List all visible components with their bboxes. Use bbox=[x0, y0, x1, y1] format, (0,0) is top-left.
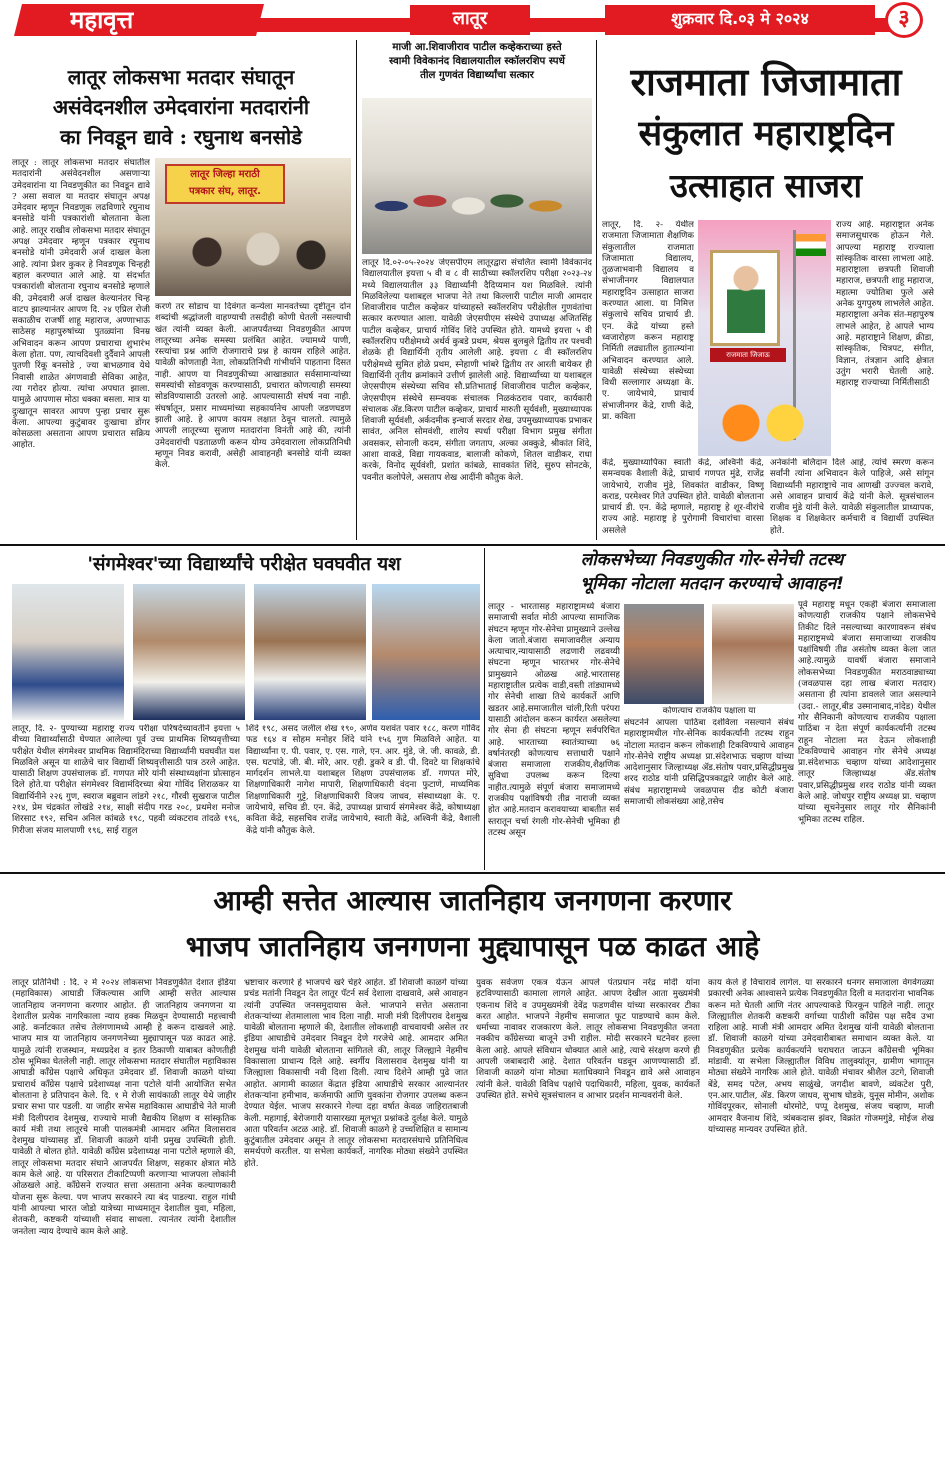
divider-vertical-2 bbox=[596, 40, 597, 540]
masthead bbox=[0, 0, 945, 40]
story4-headline: 'संगमेश्वर'च्या विद्यार्थ्यांचे परीक्षेत घवघवीत यश bbox=[87, 554, 401, 575]
story2-headline bbox=[360, 40, 594, 96]
story1-headline bbox=[6, 62, 356, 154]
story3-photo bbox=[698, 220, 831, 456]
press-banner bbox=[165, 164, 285, 204]
story1-body-right: करणे तर सोडाच या दिवंगत कन्येला मानवतेच्या दृष्टीतून दोन शब्दांची श्रद्धांजली वाहण्याची तसदीही कोणी घेतली नसल्याची खंत त्यांनी व्यक्त केली. आजपर्यंतच्या निवडणुकीत आपण लातूरच्या अनेक समस्या प्रलंबित आहेत. ज्यामध्ये पाणी, रस्त्यांचा प्रश्न आणि रोजगाराचे प्रश्न हे कायम राहिले आहेत. यावेळी कोणताही नेता, लोकप्रतिनिधी गांभीर्याने पाहताना दिसत नाही. आपण या निवडणुकीच्या आखाड्यात सर्वसामान्यांच्या समस्यांची सोडवणूक करण्यासाठी, प्रचारात कोणत्याही समस्या सोडविण्यासाठी उतरलो आहे. आपल्यासाठी संघर्ष नवा नाही. संघर्षातून, प्रसार माध्यमांच्या सहकार्यानेच आपली जडणघडण झाली आहे. हे आपण कायम लक्षात ठेवून चालतो. त्यामुळे आपली लातूरच्या सुजाण मतदारांना विनंती आहे की, त्यांनी उमेदवारांची पडताळणी करून योग्य उमेदवाराला लोकप्रतिनिधी म्हणून निवड करावी, असेही आवाहनही बनसोडे यांनी व्यक्त केले. bbox=[155, 302, 351, 471]
story1-headline-line2: असंवेदनशील उमेदवारांना मतदारांनी bbox=[52, 95, 310, 119]
story2-headline-line3: तील गुणवंत विद्यार्थ्यांचा सत्कार bbox=[420, 69, 534, 81]
story4-body-right: शिंदे १९८, असद जलील शेख १९०, अर्णव यशवंत पवार १८८, करण गोविंद फड १६४ व सोहम मनोहर शिंदे यांने १५६ गुण मिळविले आहेत. या विद्यार्थ्यांना ए. पी. पवार, ए. एस. गाले, एन. आर. मुंडे, जे. जी. कावळे, डी. एस. घटपांडे, जी. बी. मोरे, आर. एही. डुकरे व डी. पी. दिवटे या शिक्षकांचे मार्गदर्शन लाभले.या यशाबद्दल शिक्षण उपसंचालक डॉ. गणपत मोरे, शिक्षणाधिकारी नागेश मापारी, शिक्षणाधिकारी वंदना फुटाणे, माध्यमिक शिक्षणाधिकारी गुट्टे, शिक्षणाधिकारी विजय जाधव, संस्थाध्यक्षा के. ए. जायेभाये, सचिव डी. एन. केंद्रे, उपाध्यक्ष प्राचार्य संगमेश्वर केंद्रे, कोषाध्यक्षा कविता केंद्रे, सहसचिव राजेंद्र जायेभाये, स्वाती केंद्रे, अश्विनी केंद्रे, वैशाली केंद्रे यांनी कौतुक केले. bbox=[246, 724, 480, 836]
story3-headline-line3: उत्साहात साजरा bbox=[669, 166, 863, 205]
story4-body-left: लातूर, दि. २- पुण्याच्या महाराष्ट्र राज्य परीक्षा परिषदेच्यावतीने इयत्ता ५ वीच्या विद्यार्थ्यांसाठी घेण्यात आलेल्या पूर्व उच्च प्राथमिक शिष्यवृत्तीच्या परीक्षेत येथील संगमेश्वर प्राथमिक विद्यामंदिराच्या विद्यार्थ्यांनी घवघवीत यश मिळविले असून या शाळेचे चार विद्यार्थी शिष्यवृत्तीसाठी पात्र ठरले आहेत. यासाठी शिक्षण उपसंचालक डॉ. गणपत मोरे यांनी संस्थाध्यक्षांना प्रोत्साहन दिले होते.या परीक्षेत संगमेश्वर विद्यामंदिरच्या श्रेया गोविंद शिराळकर या विद्यार्थिनीने २२६ गुण, स्वराज बब्रुवान लांडगे २१८, गौरवी सुखराज पाटील २१४, प्रेम चंद्रकांत लोखंडे २१४, साक्षी संदीप गरड २०८, प्रथमेश मनोज शिरसाट १९२, सचिन अनिल कांबळे १९८, पहवी व्यंकटराव तांदळे १९६, गिरीजा संजय मालपाणी १९६, साई राहुल bbox=[12, 724, 240, 836]
story5-headline bbox=[488, 548, 936, 598]
student-photo-1 bbox=[12, 584, 124, 720]
gorsena-photo-1 bbox=[624, 604, 704, 704]
story6-headline-line1: आम्ही सत्तेत आल्यास जातनिहाय जनगणना करणार bbox=[213, 884, 732, 917]
story6-headline-line2: भाजप जातनिहाय जनगणना मुद्द्यापासून पळ काढत आहे bbox=[185, 930, 760, 963]
page-number: ३ bbox=[898, 6, 910, 31]
divider-horizontal-2 bbox=[0, 872, 945, 874]
flag bbox=[796, 234, 826, 256]
divider-vertical-1 bbox=[356, 40, 357, 540]
story3-headline bbox=[598, 56, 934, 216]
masthead-title: महावृत्त bbox=[70, 5, 134, 34]
story5-headline-line1: लोकसभेच्या निवडणुकीत गोर-सेनेची तटस्थ bbox=[580, 550, 844, 570]
student-photo-2 bbox=[133, 584, 245, 720]
student-photo-4 bbox=[372, 584, 480, 720]
portrait-caption: राजमाता जिजाऊ bbox=[710, 348, 786, 362]
story6-col2: भ्रष्टाचार करणारे हे भाजपचे खरे चेहरे आहेत. डॉ शिवाजी काळगे यांच्या प्रचंड मतांनी निवडून देत लातूर पॅटर्न सर्व देशाला दाखवावे, असे आवाहन त्यांनी उपस्थित जनसमुदायास केले. भाजपाने सत्तेत असताना शेतकऱ्यांच्या शेतमालाला भाव दिला नाही. माजी मंत्री दिलीपराव देशमुख यावेळी बोलताना म्हणाले की, देशातील लोकशाही वाचवायची असेल तर इंडिया आघाडीचे उमेदवार निवडून देणे गरजेचे आहे. आमदार अमित देशमुख यांनी यावेळी बोलताना सांगितले की, लातूर जिल्ह्याने नेहमीच विकासाला प्राधान्य दिले आहे. स्वर्गीय विलासराव देशमुख यांनी या जिल्ह्याला विकासाची नवी दिशा दिली. त्याच दिशेने आम्ही पुढे जात आहोत. आगामी काळात केंद्रात इंडिया आघाडीचे सरकार आल्यानंतर शेतकऱ्यांना हमीभाव, कर्जमाफी आणि युवकांना रोजगार उपलब्ध करून देण्यात येईल. भाजप सरकारने गेल्या दहा वर्षात केवळ जाहिरातबाजी केली. महागाई, बेरोजगारी यासारख्या मूलभूत प्रश्नांकडे दुर्लक्ष केले. यामुळे आता परिवर्तन अटळ आहे. डॉ. शिवाजी काळगे हे उच्चशिक्षित व सामान्य कुटुंबातील उमेदवार असून ते लातूर लोकसभा मतदारसंघाचे प्रतिनिधित्व समर्थपणे करतील. या सभेला कार्यकर्ते, नागरिक मोठ्या संख्येने उपस्थित होते. bbox=[244, 978, 468, 1169]
masthead-date: शुक्रवार दि.०३ मे २०२४ bbox=[605, 5, 875, 35]
story2-photo bbox=[362, 98, 592, 254]
story1-headline-line3: का निवडून द्यावे : रघुनाथ बनसोडे bbox=[60, 125, 302, 149]
story3-headline-line1: राजमाता जिजामाता bbox=[630, 59, 902, 104]
story2-photo-crowd bbox=[370, 146, 584, 246]
press-photo-people bbox=[175, 228, 335, 288]
story6-col1: लातूर प्रतिनिधी : दि. २ मे २०२४ लोकसभा निवडणुकीत देशात इंडिया (महाविकास) आघाडी जिंकल्यास आणि आम्ही सत्तेत आल्यास जातनिहाय जनगणना करणार आहोत. ही जातनिहाय जनगणना या देशातील प्रत्येक नागरिकाला न्याय हक्क मिळवून देण्यासाठी महत्त्वाची आहे. कर्नाटकात तसेच तेलंगणामध्ये आम्ही हे करून दाखवले आहे. भाजप मात्र या जातनिहाय जनगणनेच्या मुद्द्यापासून पळ काढत आहे. यामुळे त्यांनी राजस्थान, मध्यप्रदेश व इतर ठिकाणी याबाबत कोणतीही ठोस भूमिका घेतलेली नाही. लातूर लोकसभा मतदार संघातील महाविकास आघाडी काँग्रेस पक्षाचे अधिकृत उमेदवार डॉ. शिवाजी काळगे यांच्या प्रचारार्थ काँग्रेस पक्षाचे प्रदेशाध्यक्ष नाना पटोले यांनी आयोजित सभेत बोलताना हे प्रतिपादन केले. दि. १ मे रोजी सायंकाळी लातूर येथे जाहीर प्रचार सभा पार पडली. या जाहीर सभेस महाविकास आघाडीचे नेते माजी मंत्री दिलीपराव देशमुख, राज्याचे माजी वैद्यकीय शिक्षण व सांस्कृतिक कार्य मंत्री तथा लातूरचे माजी पालकमंत्री आमदार अमित विलासराव देशमुख यांच्यासह डॉ. शिवाजी काळगे यांनी प्रमुख उपस्थिती होती. यावेळी ते बोलत होते. यावेळी काँग्रेस प्रदेशाध्यक्ष नाना पटोले म्हणाले की, लातूर लोकसभा मतदार संघाने आजपर्यंत शिक्षण, सहकार क्षेत्रात मोठे काम केले आहे. या परिसरात टीकाटिप्पणी करणाऱ्या भाजपला लोकांनी ओळखले आहे. काँग्रेसने राज्यात सत्ता असताना अनेक कल्याणकारी योजना सुरू केल्या. पण भाजप सरकारने त्या बंद पाडल्या. राहुल गांधी यांनी आपल्या भारत जोडो यात्रेच्या माध्यमातून देशातील युवा, महिला, शेतकरी, कष्टकरी यांच्याशी संवाद साधला. त्यानंतर त्यांनी देशातील जनतेला न्याय देण्याचे काम केले आहे. bbox=[12, 978, 236, 1237]
story1-headline-line1: लातूर लोकसभा मतदार संघातून bbox=[67, 65, 295, 89]
story6-col3: युवक सर्वजण एकत्र येऊन आपले पंतप्रधान नरेंद्र मोदी यांना हटविण्यासाठी कामाला लागले आहेत. आपण देखील आता मुख्यमंत्री एकनाथ शिंदे व उपमुख्यमंत्री देवेंद्र फडणवीस यांच्या सरकारवर टीका करत आहोत. भाजपने नेहमीच समाजात फूट पाडण्याचे काम केले. धर्माच्या नावावर राजकारण केले. लातूर लोकसभा निवडणुकीत जनता नक्कीच काँग्रेसच्या बाजूने उभी राहील. मोदी सरकारने घटनेवर हल्ला केला आहे. आपले संविधान धोक्यात आले आहे, त्याचे संरक्षण करणे ही आपली जबाबदारी आहे. देशात परिवर्तन घडवून आणण्यासाठी डॉ. शिवाजी काळगे यांना मोठ्या मताधिक्याने निवडून द्यावे असे आवाहन त्यांनी केले. यावेळी विविध पक्षांचे पदाधिकारी, महिला, युवक, कार्यकर्ते उपस्थित होते. सभेचे सूत्रसंचालन व आभार प्रदर्शन मान्यवरांनी केले. bbox=[476, 978, 700, 1101]
story3-body-bottom-right: अनेकांनी बलिदान दिले आहे, त्यांचे स्मरण करून सर्वांनी त्यांना अभिवादन केले पाहिजे, असे सांगून विद्यार्थ्यांनी महाराष्ट्राचे नाव आणखी उज्ज्वल करावे, असे आवाहन प्राचार्य केंद्रे यांनी केले. सूत्रसंचालन राजीव मुंडे यांनी केले. यावेळी संकुलातील प्राध्यापक, शिक्षक व शिक्षकेतर कर्मचारी व विद्यार्थी उपस्थित होते. bbox=[770, 458, 934, 536]
portrait-frame bbox=[710, 250, 780, 346]
story5-body-right: पूर्व महाराष्ट्र मधून एकही बंजारा समाजाला कोणत्याही राजकीय पक्षाने लोकसभेचे तिकीट दिले नसल्याच्या कारणावरून संबंध महाराष्ट्रमध्ये बंजारा समाजाच्या राजकीय पक्षांविषयी तीव्र असंतोष व्यक्त केला जात आहे.त्यामुळे यावर्षी बंजारा समाजाने लोकसभेच्या निवडणुकीत मराठवाड्याच्या (जवळपास दहा लाख बंजारा मतदार) असताना ही त्यांना डावलले जात असल्याने (उदा.- लातूर,बीड उस्मानाबाद,नांदेड) येथील गोर सैनिकानी कोणत्याच राजकीय पक्षाला पाठिंबा न देता संपूर्ण कार्यकर्त्यांनी तटस्थ राहून नोटाला मत देऊन लोकशाही टिकविण्याचे आवाहन गोर सेनेचे अध्यक्ष प्रा.संदेशभाऊ चव्हाण यांच्या आदेशानुसार लातूर जिल्हाध्यक्ष ॲड.संतोष पवार,प्रसिद्धीप्रमुख शरद राठोड यांनी व्यक्त केले आहे. जोधपुर राष्ट्रीय अध्यक्ष प्रा. चव्हाण यांच्या सूचनेनुसार लातूर गोर सैनिकांनी भूमिका तटस्थ राहिल. bbox=[798, 600, 936, 825]
story3-body-bottom-left: केंद्रे, मुख्याध्यापिका स्वाती केंद्रे, अश्विनी केंद्रे, समन्वयक वैशाली केंद्रे, प्राचार्य गणपत मुंढे, राजेंद्र जायेभाये, राजीव मुंडे, शिवकांत वाडीकर, विष्णू कराड, परमेश्वर गिते उपस्थित होते. यावेळी बोलताना प्राचार्य डी. एन. केंद्रे म्हणाले, महाराष्ट्र हे शूर-वीरांचे राज्य आहे. महाराष्ट्र हे पुरोगामी विचारांचा वारसा असलेले bbox=[602, 458, 764, 536]
story2-headline-line2: स्वामी विवेकानंद विद्यालयातील स्कॉलरशिप स्पर्धे bbox=[389, 55, 565, 67]
divider-vertical-3 bbox=[484, 548, 485, 870]
flower-decor bbox=[708, 400, 818, 446]
masthead-section: लातूर bbox=[410, 5, 530, 35]
story3-headline-line2: संकुलात महाराष्ट्रदिन bbox=[638, 113, 894, 154]
story5-photo-caption: कोणत्याच राजकीय पक्षाला या bbox=[662, 706, 756, 716]
story5-headline-line2: भूमिका नोटाला मतदान करण्याचे आवाहन! bbox=[580, 574, 844, 594]
press-banner-line1: लातूर जिल्हा मराठी bbox=[190, 169, 260, 180]
gorsena-photo-2 bbox=[712, 604, 794, 704]
story1-body-left: लातूर : लातूर लोकसभा मतदार संघातील मतदारांनी असंवेदनशील असणाऱ्या उमेदवारांना या निवडणुकीत का निवडून द्यावे ? असा सवाल या मतदार संघातून अपक्ष उमेदवार म्हणून निवडणूक लढविणारे रघुनाथ बनसोडे यांनी पत्रकारांशी बोलताना केला आहे. लातूर राखीव लोकसभा मतदार संघातून अपक्ष उमेदवार म्हणून पत्रकार रघुनाथ बनसोडे यांनी उमेदवारी अर्ज दाखल केला आहे. त्यांना प्रेशर कुकर हे निवडणूक चिन्हही बहाल करण्यात आले आहे. या संदर्भात पत्रकारांशी बोलताना रघुनाथ बनसोडे म्हणाले की, उमेदवारी अर्ज दाखल केल्यानंतर चिन्ह वाटप झाल्यानंतर आपण दि. २४ एप्रिल रोजी सकाळीच राजर्षी शाहू महाराज, अण्णाभाऊ साठेसह महापुरुषांच्या पुतळ्यांना विनम्र अभिवादन करून आपण प्रचाराचा शुभारंभ केला होता. पण, त्याचदिवशी दुर्दैवाने आपली पुतणी रिंकू बनसोडे , ज्या बाभळगाव येथे निवासी शाळेत अंगणवाडी सेविका आहेत, त्या गरोदर होत्या. त्यांचा अपघात झाला. यामुळे आपणास मोठा धक्का बसला. मात्र या दुःखातून सावरत आपण पुन्हा प्रचार सुरू केला. आपल्या कुटुंबावर दुःखाचा डोंगर कोसळला असताना आपण प्रचारात सक्रिय आहोत. bbox=[12, 158, 150, 451]
story3-body-left: लातूर, दि. २- येथील राजमाता जिजामाता शैक्षणिक संकुलातील राजमाता जिजामाता विद्यालय, तुळजाभवानी विद्यालय व संभाजीनगर विद्यालयात महाराष्ट्रदिन उत्साहात साजरा करण्यात आला. या निमित्त संकुलाचे सचिव प्राचार्य डी. एन. केंद्रे यांच्या हस्ते ध्वजारोहण करून महाराष्ट्र निर्मिती लढ्यातील हुतात्म्यांना अभिवादन करण्यात आले. यावेळी संस्थेच्या संस्थेच्या विधी सल्लागार अध्यक्षा के. ए. जायेभाये, प्राचार्य संभाजीनगर केंद्रे, राणी केंद्रे, प्रा. कविता bbox=[602, 220, 694, 423]
story1-photo bbox=[155, 158, 351, 296]
story2-headline-line1: माजी आ.शिवाजीराव पाटील कव्हेकराच्या हस्ते bbox=[392, 41, 562, 53]
story6-headline bbox=[4, 878, 941, 974]
portrait-figure bbox=[727, 263, 765, 333]
story6-col4: काय केले हे विचारावे लागेल. या सरकारने धनगर समाजाला वेगवेगळ्या प्रकारची अनेक आश्वासने प्रत्येक निवडणुकीत दिली व मतदारांना भावनिक करून मते घेतली आणि नंतर आपल्याकडे फिरकून पाहिले नाही. लातूर जिल्ह्यातील शेतकरी कष्टकरी वर्गाच्या पाठीशी काँग्रेस पक्ष सदैव उभा राहिला आहे. माजी मंत्री आमदार अमित देशमुख यांनी यावेळी बोलताना डॉ. शिवाजी काळगे यांच्या उमेदवारीबाबत समाधान व्यक्त केले. या निवडणुकीत प्रत्येक कार्यकर्त्याने घराघरात जाऊन काँग्रेसची भूमिका मांडावी. या सभेला जिल्ह्यातील विविध तालुक्यांतून, ग्रामीण भागातून मोठ्या संख्येने नागरिक आले होते. यावेळी मंचावर श्रीशैल उटगे, शिवाजी बेंडे, समद पटेल, अभय साळुंखे, जगदीश बावणे, व्यंकटेश पुरी, एन.आर.पाटील, ॲड. किरण जाधव, सुभाष घोडके, युनूस मोमीन, अशोक गोविंदपूरकर, सोनाली थोरमोटे, पप्पू देशमुख, संजय चव्हाण, माजी आमदार वैजनाथ शिंदे, त्र्यंबकदास झंवर, विक्रांत गोजमगुंडे, मोईज शेख यांच्यासह मान्यवर उपस्थित होते. bbox=[708, 978, 934, 1135]
story3-body-right: राज्य आहे. महाराष्ट्रात अनेक समाजसुधारक होऊन गेले. आपल्या महाराष्ट्र राज्याला सांस्कृतिक वारसा लाभला आहे. महाराष्ट्राला छत्रपती शिवाजी महाराज, छत्रपती शाहू महाराज, महात्मा ज्योतिबा फुले असे अनेक युगपुरुष लाभलेले आहेत. महाराष्ट्राला अनेक संत-महापुरुष लाभले आहेत, हे आपले भाग्य आहे. महाराष्ट्राने शिक्षण, क्रीडा, सांस्कृतिक, चित्रपट, संगीत, विज्ञान, तंत्रज्ञान आदि क्षेत्रात उतुंग भरारी घेतली आहे. महाराष्ट्र राज्याच्या निर्मितीसाठी bbox=[836, 220, 934, 389]
press-banner-line2: पत्रकार संघ, लातूर. bbox=[189, 186, 261, 197]
divider-horizontal-1 bbox=[0, 544, 945, 546]
student-photo-3 bbox=[254, 584, 366, 720]
story5-body-mid: संघटनेने आपला पाठिंबा दर्शविला नसल्याने संबंध महाराष्ट्रामधील गोर-सेनिक कार्यकर्त्यांनी तटस्थ राहून नोटाला मतदान करून लोकशाही टिकविण्याचे आवाहन गोर-सेनेचे राष्ट्रीय अध्यक्ष प्रा.संदेशभाऊ चव्हाण यांच्या आदेशानुसार जिल्हाध्यक्ष ॲड.संतोष पवार,प्रसिद्धीप्रमुख शरद राठोड यांनी प्रसिद्धिपत्रकाद्वारे जाहीर केले आहे. संबंध महाराष्ट्रामध्ये जवळपास दीड कोटी बंजारा समाजाची लोकसंख्या आहे,तसेच bbox=[624, 718, 794, 808]
story5-body-left: लातूर - भारतासह महाराष्ट्रामध्ये बंजारा समाजाची सर्वात मोठी आपल्या सामाजिक संघटन म्हणून गोर-सेनेचा प्रामुख्याने उल्लेख केला जातो.बंजारा समाजावरील अन्याय अत्याचार,न्यायासाठी लढणारी लढवय्यी संघटना म्हणून भारतभर गोर-सेनेचे प्रामुख्याने ओळख आहे.भारतासह महाराष्ट्रातील प्रत्येक वाडी,वस्ती तांड्यामध्ये गोर सेनेची शाखा तिथे कार्यकर्ते आणि खडतर आहे.समाजातील चांली,रिती परंपरा यासाठी आंदोलन करून कार्यरत असलेल्या गोर सेना ही संघटना म्हणून सर्वपरिचित आहे. भारताच्या स्वातंत्र्याच्या ७६ वर्षानंतरही कोणत्याच सत्ताधारी पक्षाने बंजारा समाजाला राजकीय,शैक्षणिक सुविधा उपलब्ध करून दिल्या नाहीत.त्यामुळे संपूर्ण बंजारा समाजामध्ये राजकीय पक्षांविषयी तीव्र नाराजी व्यक्त होत आहे.मतदान करावयाच्या बाबतीत सर्व स्तरातून चर्चा रंगली गोर-सेनेची भूमिका ही तटस्थ असून bbox=[488, 602, 620, 838]
story2-body: लातूर दि.०२-०५-२०२४ जेएसपीएम लातूरद्वारा संचलित स्वामी विवेकानंद विद्यालयातील इयत्ता ५ वी व ८ वी साठीच्या स्कॉलरशिप परीक्षा २०२३-२४ मध्ये विद्यालयातील ३३ विद्यार्थ्यांनी दैदिप्यमान यश मिळविले. त्यांनी मिळविलेल्या यशाबद्दल भाजपा नेते तथा किल्लारी पाटील माजी आमदार शिवाजीराव पाटील कव्हेकर यांच्याहस्ते स्कॉलरशिप परीक्षेतील गुणवंतांचा सत्कार करण्यात आला. यावेळी जेएसपीएम संस्थेचे उपाध्यक्ष अजितसिंह पाटील कव्हेकर, प्राचार्य गोविंद शिंदे उपस्थित होते. यामध्ये इयत्ता ५ वी स्कॉलरशिप परीक्षेमध्ये अर्थर्व कुबडे प्रथम, श्रेयस बुलबुले द्वितीय तर पश्चवी शेळके ही विद्यार्थिनी तृतीय आलेली आहे. इयत्ता ८ वी स्कॉलरशिप परीक्षेमध्ये सुमित होळे प्रथम, स्नेहाणी भांबरे द्वितीय तर आरती बायेकर ही विद्यार्थिनी तृतीय क्रमांकाने उत्तीर्ण झालेली आहे. विद्यार्थ्यांच्या या यशाबद्दल जेएसपीएम संस्थेच्या सचिव सौ.प्रतिभाताई शिवाजीराव पाटील कव्हेकर, जेएसपीएम संस्थेचे सम्न्वयक संचालक निळकंठराव पवार, कार्यकारी संचालक ॲड.किरण पाटील कव्हेकर, प्राचार्य मारुती सूर्यवंशी, मुख्याध्यापक शिवाजी सूर्यवंशी, अर्कदमीक इन्चार्ज सरदार शेख, उपमुख्याध्यापक प्रभाकर सावंत, अनिल सोमवंशी, शालेय स्पर्धा परीक्षा विभाग प्रमुख संगीता अवसकर, सोनाली कदम, संगीता जगताप, अल्का अक्कुडे, श्रीकांत शिंदे, आशा वाकडे, विद्या गायकवाड, बालाजी कोकणे, शितल वाडीकर, राधा करके, विनोद सूर्यवंशी, प्रशांत कांबळे, सावकांत शिंदे, सुरुप सोनटके, पवनीत कलोपेले, असताप शेख आदींनी कौतुक केले. bbox=[362, 258, 592, 483]
